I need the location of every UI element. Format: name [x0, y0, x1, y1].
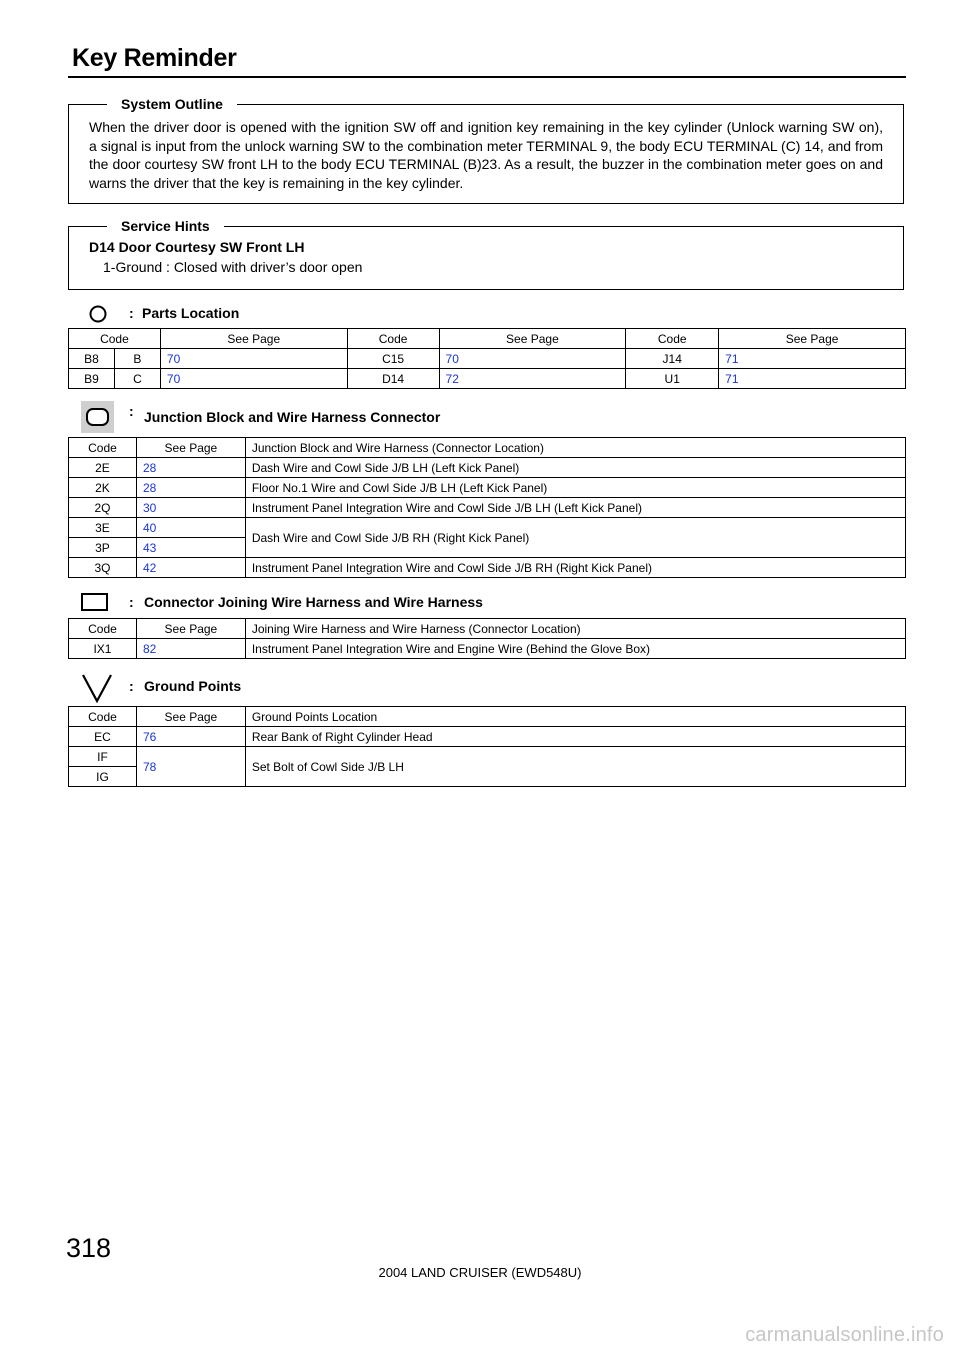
- table-row: [69, 458, 906, 478]
- header-code-3: Code: [626, 329, 719, 349]
- page-link[interactable]: 71: [719, 349, 906, 369]
- table-cell-location: Dash Wire and Cowl Side J/B RH (Right Kick Panel): [245, 518, 905, 558]
- table-cell-code: B9: [69, 369, 115, 389]
- header-see-page: See Page: [136, 707, 245, 727]
- page-link[interactable]: 70: [439, 349, 626, 369]
- connector-joining-colon: :: [129, 594, 134, 610]
- ground-points-colon: :: [129, 678, 134, 694]
- junction-block-colon: :: [129, 403, 134, 419]
- header-see-page-2: See Page: [439, 329, 626, 349]
- header-code: Code: [69, 707, 137, 727]
- table-cell-location: Instrument Panel Integration Wire and Cowl Side J/B LH (Left Kick Panel): [245, 498, 905, 518]
- ground-points-table: [68, 706, 906, 787]
- page-link[interactable]: 76: [136, 727, 245, 747]
- service-hint-item-line: 1-Ground : Closed with driver’s door open: [103, 259, 363, 275]
- junction-block-heading: Junction Block and Wire Harness Connector: [144, 409, 441, 425]
- table-header-row: [69, 438, 906, 458]
- table-row: [69, 478, 906, 498]
- rounded-rectangle-icon: [81, 401, 114, 433]
- page-link[interactable]: 78: [136, 747, 245, 787]
- table-row: [69, 518, 906, 538]
- table-row: [69, 349, 906, 369]
- connector-joining-heading: Connector Joining Wire Harness and Wire Harness: [144, 594, 483, 610]
- rectangle-icon: [81, 593, 108, 611]
- table-header-row: [69, 707, 906, 727]
- table-header-row: [69, 619, 906, 639]
- junction-block-table: [68, 437, 906, 578]
- header-code: Code: [69, 619, 137, 639]
- table-header-row: [69, 329, 906, 349]
- watermark: carmanualsonline.info: [745, 1324, 944, 1346]
- table-cell-code: EC: [69, 727, 137, 747]
- header-see-page-1: See Page: [160, 329, 347, 349]
- parts-location-heading: Parts Location: [142, 305, 240, 321]
- triangle-icon: [82, 673, 112, 703]
- header-code-2: Code: [347, 329, 439, 349]
- connector-joining-table: [68, 618, 906, 659]
- table-cell-location: Instrument Panel Integration Wire and Engine Wire (Behind the Glove Box): [245, 639, 905, 659]
- page-link[interactable]: 72: [439, 369, 626, 389]
- page-link[interactable]: 28: [136, 458, 245, 478]
- circle-icon: [88, 304, 108, 324]
- table-cell-location: Dash Wire and Cowl Side J/B LH (Left Kick Panel): [245, 458, 905, 478]
- header-location: Junction Block and Wire Harness (Connector Location): [245, 438, 905, 458]
- table-row: [69, 747, 906, 767]
- table-cell-code: C15: [347, 349, 439, 369]
- page-number: 318: [66, 1233, 112, 1263]
- service-hint-item-title: D14 Door Courtesy SW Front LH: [89, 239, 305, 255]
- table-cell-code: 2Q: [69, 498, 137, 518]
- header-see-page: See Page: [136, 619, 245, 639]
- service-hints-box: [68, 218, 904, 290]
- table-cell-location: Instrument Panel Integration Wire and Cowl Side J/B RH (Right Kick Panel): [245, 558, 905, 578]
- table-row: [69, 369, 906, 389]
- system-outline-box: [68, 96, 904, 204]
- header-see-page-3: See Page: [719, 329, 906, 349]
- ground-points-heading: Ground Points: [144, 678, 242, 694]
- system-outline-heading: System Outline: [107, 95, 237, 113]
- table-cell-code: 3P: [69, 538, 137, 558]
- page-link[interactable]: 43: [136, 538, 245, 558]
- header-code-1: Code: [69, 329, 161, 349]
- table-cell-code: 2E: [69, 458, 137, 478]
- table-row: [69, 558, 906, 578]
- header-code: Code: [69, 438, 137, 458]
- table-cell-code: U1: [626, 369, 719, 389]
- header-see-page: See Page: [136, 438, 245, 458]
- parts-location-table: [68, 328, 906, 389]
- page-link[interactable]: 71: [719, 369, 906, 389]
- page-link[interactable]: 82: [136, 639, 245, 659]
- table-cell-code: 3E: [69, 518, 137, 538]
- table-cell-location: Rear Bank of Right Cylinder Head: [245, 727, 905, 747]
- table-cell-code: 2K: [69, 478, 137, 498]
- table-cell-code: J14: [626, 349, 719, 369]
- title-divider: [68, 76, 906, 78]
- table-cell-sub: B: [114, 349, 160, 369]
- page-link[interactable]: 30: [136, 498, 245, 518]
- page-link[interactable]: 42: [136, 558, 245, 578]
- table-row: [69, 498, 906, 518]
- header-location: Joining Wire Harness and Wire Harness (Connector Location): [245, 619, 905, 639]
- page-link[interactable]: 70: [160, 349, 347, 369]
- page-link[interactable]: 40: [136, 518, 245, 538]
- table-cell-code: D14: [347, 369, 439, 389]
- table-cell-code: IG: [69, 767, 137, 787]
- page-link[interactable]: 70: [160, 369, 347, 389]
- table-cell-code: IF: [69, 747, 137, 767]
- parts-location-colon: :: [129, 305, 134, 321]
- table-cell-code: B8: [69, 349, 115, 369]
- table-row: [69, 727, 906, 747]
- table-cell-code: 3Q: [69, 558, 137, 578]
- header-location: Ground Points Location: [245, 707, 905, 727]
- table-cell-location: Set Bolt of Cowl Side J/B LH: [245, 747, 905, 787]
- table-row: [69, 639, 906, 659]
- page-link[interactable]: 28: [136, 478, 245, 498]
- footer-text: 2004 LAND CRUISER (EWD548U): [378, 1265, 582, 1280]
- table-cell-sub: C: [114, 369, 160, 389]
- service-hints-heading: Service Hints: [107, 217, 224, 235]
- table-cell-code: IX1: [69, 639, 137, 659]
- table-cell-location: Floor No.1 Wire and Cowl Side J/B LH (Left Kick Panel): [245, 478, 905, 498]
- system-outline-text: When the driver door is opened with the ignition SW off and ignition key remaining in the key cylinder (Unlock warning SW on), a signal is input from the unlock warning SW to the combination meter TERMINAL 9, the body ECU TERMINAL (C) 14, and from the door courtesy SW front LH to the body ECU TERMINAL (B)23. As a result, the buzzer in the combination meter goes on and warns the driver that the key is remaining in the key cylinder.: [89, 119, 883, 191]
- page-title: Key Reminder: [72, 44, 237, 72]
